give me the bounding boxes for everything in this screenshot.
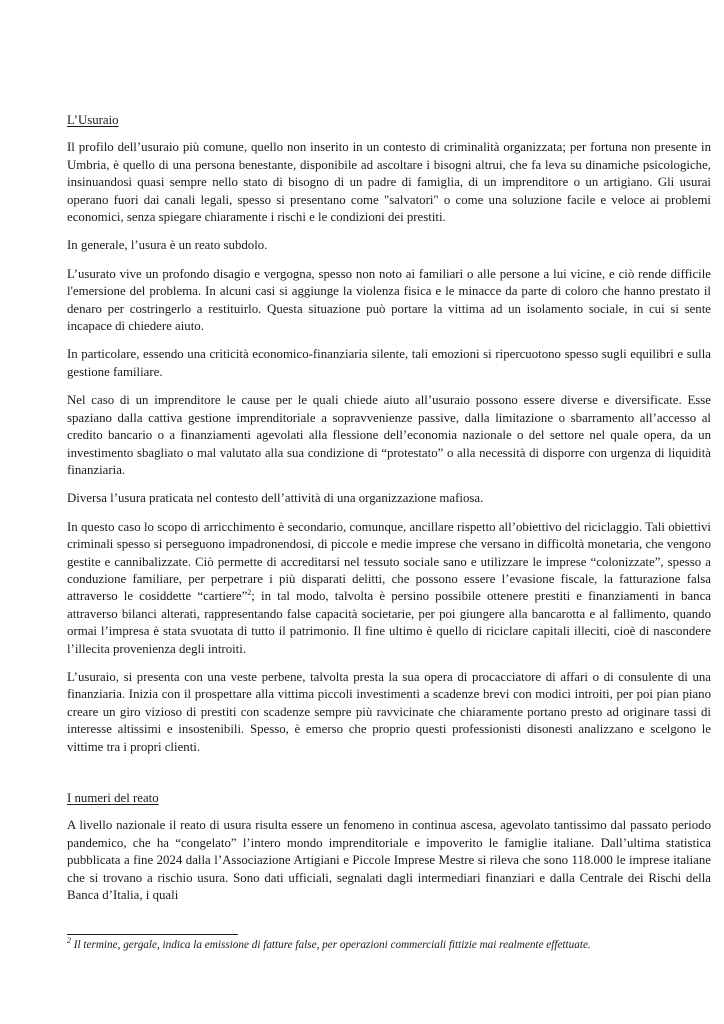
- paragraph-riciclaggio-text-a: In questo caso lo scopo di arricchimento è secondario, comunque, ancillare rispetto all’obiettivo del riciclaggio. Tali obiettivi criminali spesso si perseguono impadronendosi, di piccole e medie imprese che versano in difficoltà monetaria, che vengono gestite e cannibalizzate. Ciò permette di accreditarsi nel tessuto sociale sano e utilizzare le imprese “colonizzate”, spesso a conduzione familiare, per perpetrare i più disparati delitti, che possono essere l’evasione fiscale, la fatturazione falsa attraverso le cosiddette “cartiere”: [67, 519, 711, 604]
- paragraph-profilo: Il profilo dell’usuraio più comune, quello non inserito in un contesto di criminalità organizzata; per fortuna non presente in Umbria, è quello di una persona benestante, disponibile ad ascoltare i bisogni altrui, che fa leva su dinamiche psicologiche, insinuandosi quasi sempre nello stato di bisogno di un padre di famiglia, di un imprenditore o un artigiano. Gli usurai operano fuori dai canali legali, spesso si presentano come "salvatori" o come una soluzione facile e veloce ai problemi economici, senza spiegare chiaramente i rischi e le condizioni dei prestiti.: [67, 140, 711, 225]
- paragraph-criticita: In particolare, essendo una criticità economico-finanziaria silente, tali emozioni si ripercuotono spesso sugli equilibri e sulla gestione familiare.: [67, 347, 711, 379]
- section-heading-usuraio: L’Usuraio: [67, 113, 119, 127]
- paragraph-imprenditore: Nel caso di un imprenditore le cause per le quali chiede aiuto all’usuraio possono essere diverse e diversificate. Esse spaziano dalla cattiva gestione imprenditoriale a sopravvenienze passive, dalla limitazione o sbarramento all’accesso al credito bancario o a finanziamenti agevolati alla flessione dell’economia nazionale o del settore nel quale opera, da un investimento sbagliato o mal valutato alla sua condizione di “protestato” o alla necessità di disporre con urgenza di liquidità finanziaria.: [67, 393, 711, 477]
- footnote-text: Il termine, gergale, indica la emissione di fatture false, per operazioni commerciali fittizie mai realmente effettuate.: [71, 939, 591, 951]
- section-heading-numeri: I numeri del reato: [67, 791, 159, 805]
- footnote-number: 2: [67, 936, 71, 945]
- footnote-reference: 2: [247, 588, 252, 598]
- document-page: [67, 112, 711, 915]
- paragraph-usura-mafiosa: Diversa l’usura praticata nel contesto dell’attività di una organizzazione mafiosa.: [67, 491, 484, 506]
- paragraph-reato-subdolo: In generale, l’usura è un reato subdolo.: [67, 238, 268, 253]
- section-spacer: [67, 767, 711, 790]
- footnote-separator: [67, 934, 238, 935]
- footnote: [67, 938, 667, 952]
- paragraph-riciclaggio: [67, 519, 711, 658]
- paragraph-veste-perbene: L’usuraio, si presenta con una veste perbene, talvolta presta la sua opera di procacciatore di affari o di consulente di una finanziaria. Inizia con il prospettare alla vittima piccoli investimenti a scadenze brevi con modici introiti, per poi pian piano creare un giro vizioso di prestiti con scadenze sempre più ravvicinate che chiaramente portano presto ad originare tassi di interesse altissimi e insostenibili. Spesso, è emerso che proprio questi professionisti disonesti analizzano e scelgono le vittime tra i propri clienti.: [67, 669, 711, 754]
- paragraph-livello-nazionale: A livello nazionale il reato di usura risulta essere un fenomeno in continua ascesa, agevolato tantissimo dal passato periodo pandemico, che ha “congelato” l’intero mondo imprenditoriale e impoverito le famiglie italiane. Dall’ultima statistica pubblicata a fine 2024 dalla l’Associazione Artigiani e Piccole Imprese Mestre si rileva che sono 118.000 le imprese italiane che si trovano a rischio usura. Sono dati ufficiali, segnalati dagli intermediari finanziari e dalla Centrale dei Rischi della Banca d’Italia, i quali: [67, 818, 711, 903]
- paragraph-riciclaggio-text-b: ; in tal modo, talvolta è persino possibile ottenere prestiti e finanziamenti in banca attraverso bilanci alterati, rappresentando false capacità societarie, per poi giungere alla bancarotta e al fallimento, quando ormai l’impresa è stata svuotata di tutto il patrimonio. Il fine ultimo è quello di riciclare capitali illeciti, cioè di nascondere l’illecita provenienza degli introiti.: [67, 589, 711, 656]
- paragraph-usurato: L’usurato vive un profondo disagio e vergogna, spesso non noto ai familiari o alle persone a lui vicine, e ciò rende difficile l'emersione del problema. In alcuni casi si aggiunge la violenza fisica e le minacce da parte di coloro che hanno prestato il denaro per costringerlo a restituirlo. Questa situazione può portare la vittima ad un isolamento sociale, in cui si sente incapace di chiedere aiuto.: [67, 266, 711, 334]
